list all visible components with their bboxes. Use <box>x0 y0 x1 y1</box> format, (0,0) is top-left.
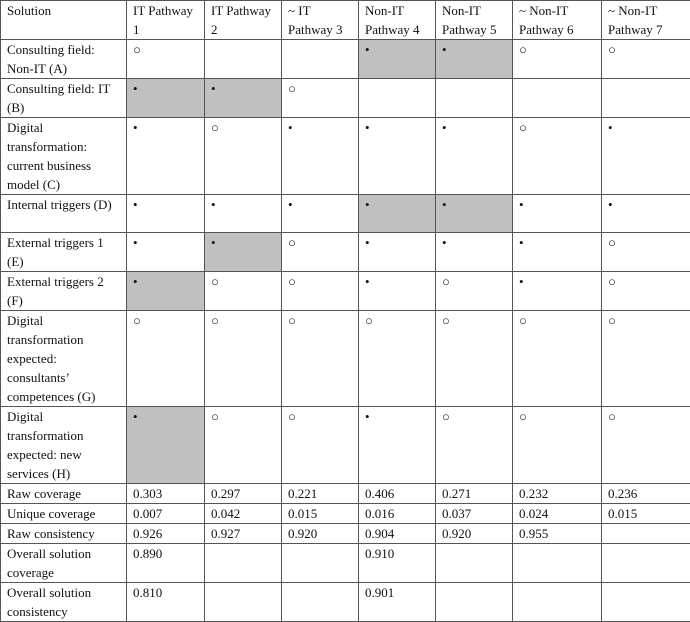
condition-cell <box>359 79 436 118</box>
metric-cell: 0.406 <box>359 484 436 504</box>
condition-cell: ○ <box>205 311 282 407</box>
metric-cell <box>436 544 513 583</box>
condition-cell: • <box>602 118 690 195</box>
condition-cell: ○ <box>602 407 690 484</box>
condition-label: Consulting field: IT (B) <box>1 79 127 118</box>
condition-cell: ○ <box>127 40 205 79</box>
condition-row-c <box>1 118 690 195</box>
header-not-it-pathway-3: ~ IT Pathway 3 <box>282 1 359 40</box>
condition-cell: • <box>359 118 436 195</box>
metric-label: Overall solution coverage <box>1 544 127 583</box>
condition-cell-core: • <box>127 272 205 311</box>
header-non-it-pathway-4: Non-IT Pathway 4 <box>359 1 436 40</box>
metric-cell <box>282 544 359 583</box>
metric-cell: 0.904 <box>359 524 436 544</box>
condition-row-e <box>1 233 690 272</box>
condition-label: Internal triggers (D) <box>1 195 127 233</box>
metric-cell: 0.037 <box>436 504 513 524</box>
condition-cell: ○ <box>127 311 205 407</box>
metric-cell: 0.236 <box>602 484 690 504</box>
condition-cell: • <box>282 195 359 233</box>
header-not-non-it-pathway-7: ~ Non-IT Pathway 7 <box>602 1 690 40</box>
condition-cell: ○ <box>205 272 282 311</box>
condition-cell: ○ <box>282 272 359 311</box>
condition-cell: • <box>127 118 205 195</box>
condition-row-g <box>1 311 690 407</box>
metric-label: Overall solution consistency <box>1 583 127 622</box>
metric-row-raw-coverage <box>1 484 690 504</box>
metric-cell <box>205 544 282 583</box>
condition-cell: ○ <box>602 40 690 79</box>
metric-cell <box>602 583 690 622</box>
metric-cell: 0.927 <box>205 524 282 544</box>
condition-cell <box>602 79 690 118</box>
condition-cell: • <box>127 195 205 233</box>
condition-cell: ○ <box>602 272 690 311</box>
metric-cell: 0.955 <box>513 524 602 544</box>
condition-cell-core: • <box>205 79 282 118</box>
condition-row-f <box>1 272 690 311</box>
condition-cell: • <box>513 272 602 311</box>
condition-cell: • <box>359 407 436 484</box>
metric-row-overall-consistency <box>1 583 690 622</box>
metric-cell: 0.016 <box>359 504 436 524</box>
metric-cell: 0.007 <box>127 504 205 524</box>
condition-cell: • <box>205 195 282 233</box>
header-row <box>1 1 690 40</box>
condition-cell: ○ <box>359 311 436 407</box>
metric-row-unique-coverage <box>1 504 690 524</box>
condition-cell-core: • <box>359 195 436 233</box>
condition-cell: ○ <box>205 118 282 195</box>
condition-cell: ○ <box>602 233 690 272</box>
header-not-non-it-pathway-6: ~ Non-IT Pathway 6 <box>513 1 602 40</box>
condition-cell: ○ <box>205 407 282 484</box>
condition-label: Consulting field: Non-IT (A) <box>1 40 127 79</box>
condition-cell-core: • <box>127 407 205 484</box>
condition-row-a <box>1 40 690 79</box>
condition-cell: ○ <box>282 233 359 272</box>
condition-cell <box>282 40 359 79</box>
metric-cell <box>513 544 602 583</box>
condition-cell: • <box>513 195 602 233</box>
condition-cell: • <box>282 118 359 195</box>
condition-cell: ○ <box>436 407 513 484</box>
metric-cell: 0.910 <box>359 544 436 583</box>
condition-label: Digital transformation expected: new services (H) <box>1 407 127 484</box>
metric-cell: 0.015 <box>282 504 359 524</box>
condition-cell: • <box>436 118 513 195</box>
condition-cell: • <box>359 272 436 311</box>
condition-cell <box>436 79 513 118</box>
condition-row-d <box>1 195 690 233</box>
condition-cell <box>205 40 282 79</box>
condition-cell: ○ <box>513 311 602 407</box>
condition-row-h <box>1 407 690 484</box>
condition-cell: ○ <box>436 311 513 407</box>
metric-cell <box>602 544 690 583</box>
metric-cell: 0.810 <box>127 583 205 622</box>
condition-cell-core: • <box>359 40 436 79</box>
condition-label: External triggers 1 (E) <box>1 233 127 272</box>
metric-label: Raw coverage <box>1 484 127 504</box>
condition-label: Digital transformation expected: consultants’ competences (G) <box>1 311 127 407</box>
metric-label: Unique coverage <box>1 504 127 524</box>
condition-cell-core: • <box>127 79 205 118</box>
condition-label: External triggers 2 (F) <box>1 272 127 311</box>
condition-cell: • <box>513 233 602 272</box>
condition-row-b <box>1 79 690 118</box>
metric-cell: 0.926 <box>127 524 205 544</box>
condition-cell: ○ <box>436 272 513 311</box>
condition-cell-core: • <box>436 40 513 79</box>
metric-cell <box>282 583 359 622</box>
condition-label: Digital transformation: current business model (C) <box>1 118 127 195</box>
condition-cell: ○ <box>602 311 690 407</box>
header-solution: Solution <box>1 1 127 40</box>
condition-cell: ○ <box>513 118 602 195</box>
condition-cell: • <box>436 233 513 272</box>
metric-row-overall-coverage <box>1 544 690 583</box>
condition-cell: ○ <box>513 40 602 79</box>
condition-cell: ○ <box>282 79 359 118</box>
metric-cell <box>436 583 513 622</box>
metric-cell: 0.232 <box>513 484 602 504</box>
metric-cell <box>513 583 602 622</box>
metric-cell <box>205 583 282 622</box>
metric-cell: 0.042 <box>205 504 282 524</box>
metric-cell: 0.303 <box>127 484 205 504</box>
condition-cell: • <box>602 195 690 233</box>
metric-cell: 0.015 <box>602 504 690 524</box>
condition-cell: ○ <box>282 311 359 407</box>
metric-cell: 0.901 <box>359 583 436 622</box>
condition-cell: ○ <box>513 407 602 484</box>
metric-cell: 0.024 <box>513 504 602 524</box>
metric-cell: 0.890 <box>127 544 205 583</box>
condition-cell-core: • <box>205 233 282 272</box>
condition-cell <box>513 79 602 118</box>
metric-cell: 0.221 <box>282 484 359 504</box>
condition-cell: • <box>359 233 436 272</box>
condition-cell: ○ <box>282 407 359 484</box>
metric-cell: 0.297 <box>205 484 282 504</box>
header-non-it-pathway-5: Non-IT Pathway 5 <box>436 1 513 40</box>
metric-cell: 0.920 <box>436 524 513 544</box>
condition-cell: • <box>127 233 205 272</box>
metric-cell: 0.271 <box>436 484 513 504</box>
metric-cell <box>602 524 690 544</box>
header-it-pathway-1: IT Pathway 1 <box>127 1 205 40</box>
metric-label: Raw consistency <box>1 524 127 544</box>
header-it-pathway-2: IT Pathway 2 <box>205 1 282 40</box>
condition-cell-core: • <box>436 195 513 233</box>
metric-cell: 0.920 <box>282 524 359 544</box>
metric-row-raw-consistency <box>1 524 690 544</box>
